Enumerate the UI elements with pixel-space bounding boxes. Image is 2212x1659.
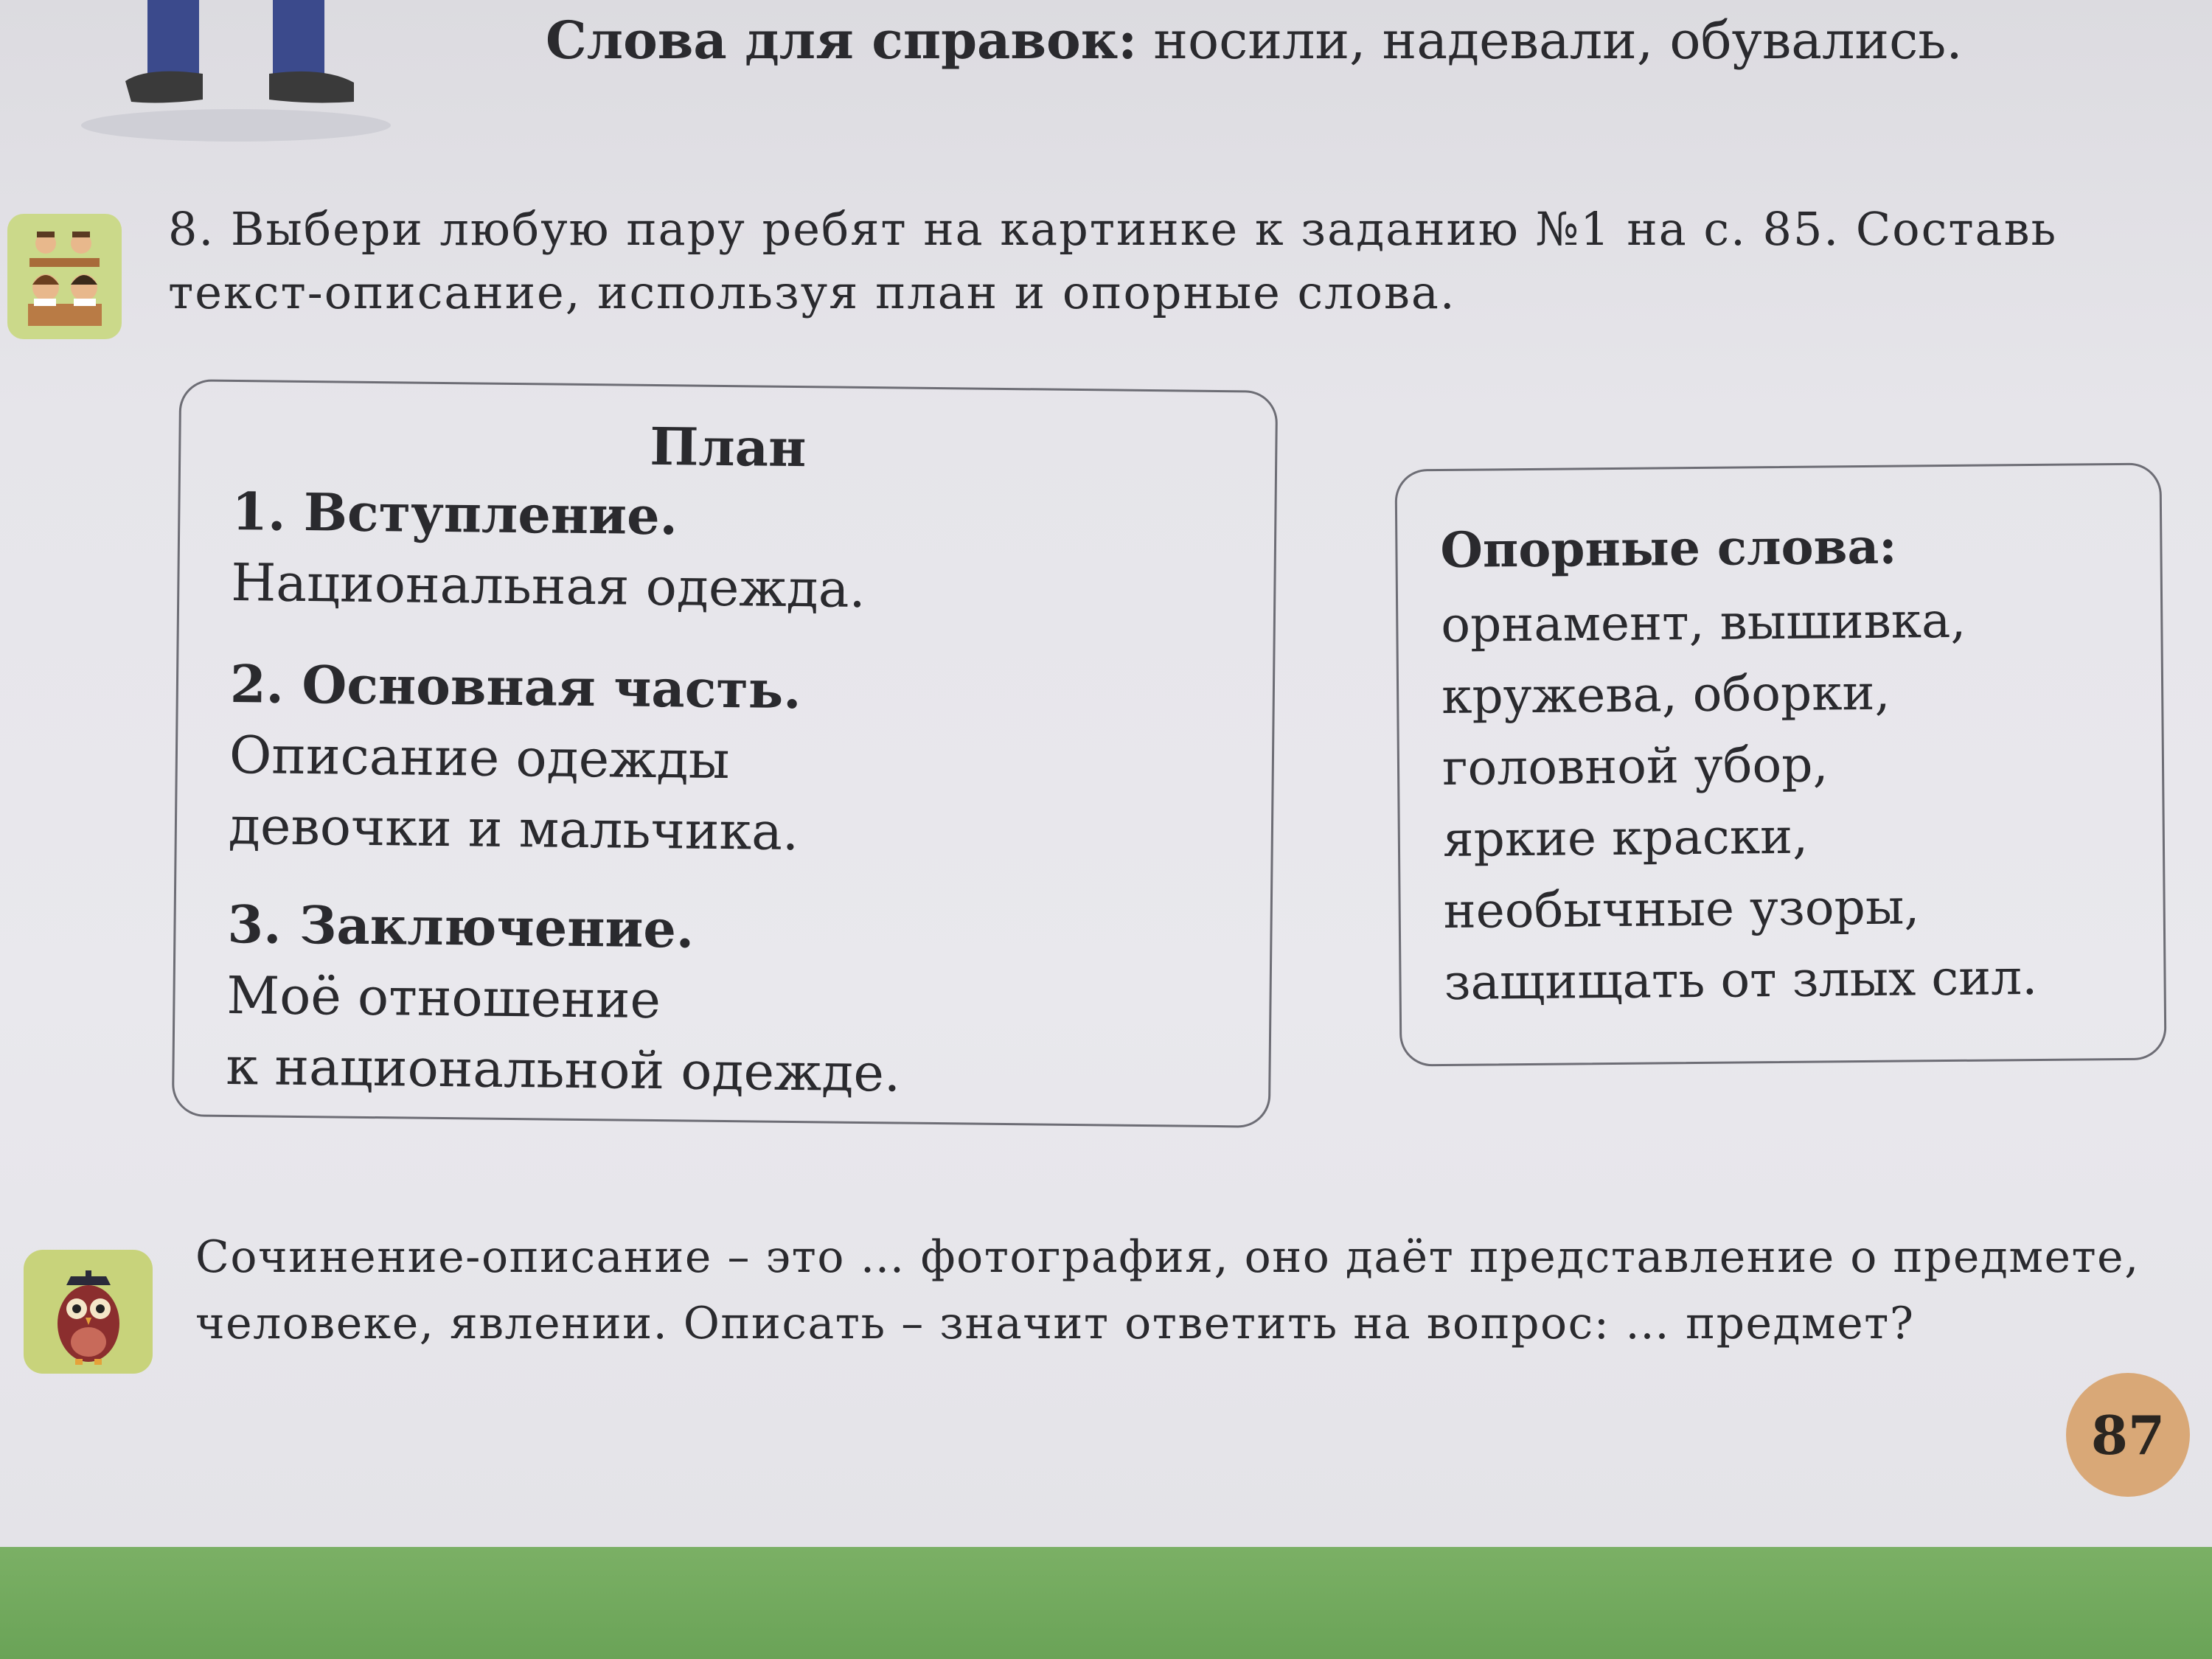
support-words-title: Опорные слова: xyxy=(1440,517,1897,580)
reference-words xyxy=(546,7,2168,74)
bottom-green-band xyxy=(0,1547,2212,1659)
rule-line: Сочинение-описание – это … фотография, оно даёт представление о предмете, xyxy=(195,1231,2140,1283)
support-words-list xyxy=(1441,583,2152,1018)
plan-item-line: Национальная одежда. xyxy=(230,552,866,619)
owl-icon-graphic xyxy=(24,1250,153,1374)
plan-item-line: Описание одежды xyxy=(229,724,730,791)
task-text-line: 8. Выбери любую пару ребят на картинке к заданию №1 на с. 85. Составь xyxy=(168,202,2058,256)
plan-item xyxy=(226,889,1245,1112)
support-word-line: яркие краски, xyxy=(1442,807,1809,869)
plan-item-heading: 2. Основная часть. xyxy=(229,653,802,721)
support-word-line: необычные узоры, xyxy=(1443,878,1920,939)
children-at-desk-icon xyxy=(7,214,122,339)
plan-item xyxy=(231,476,1250,628)
plan-item-heading: 1. Вступление. xyxy=(231,480,678,547)
boy-legs-illustration xyxy=(44,0,428,147)
plan-item-line: девочки и мальчика. xyxy=(228,795,799,863)
page-number: 87 xyxy=(2066,1373,2190,1497)
support-word-line: головной убор, xyxy=(1441,736,1829,797)
rule-line: человеке, явлении. Описать – значит ответить на вопрос: … предмет? xyxy=(195,1298,1915,1349)
children-at-desk-icon-graphic xyxy=(7,214,122,339)
plan-title: План xyxy=(649,415,807,479)
plan-item-line: к национальной одежде. xyxy=(226,1035,901,1104)
plan-item-line: Моё отношение xyxy=(226,964,661,1031)
plan-item xyxy=(228,649,1248,872)
task-8 xyxy=(168,198,2129,324)
plan-box xyxy=(172,379,1278,1128)
reference-label: Слова для справок: xyxy=(546,10,1138,71)
task-text-line: текст-описание, используя план и опорные слова. xyxy=(168,265,1456,319)
owl-icon xyxy=(24,1250,153,1374)
rule-text xyxy=(195,1224,2186,1357)
support-word-line: орнамент, вышивка, xyxy=(1440,591,1966,654)
reference-words-list: носили, надевали, обувались. xyxy=(1153,10,1963,71)
support-word-line: кружева, оборки, xyxy=(1441,664,1891,726)
support-word-line: защищать от злых сил. xyxy=(1444,948,2038,1011)
support-words-box xyxy=(1394,462,2166,1066)
plan-item-heading: 3. Заключение. xyxy=(227,893,695,960)
